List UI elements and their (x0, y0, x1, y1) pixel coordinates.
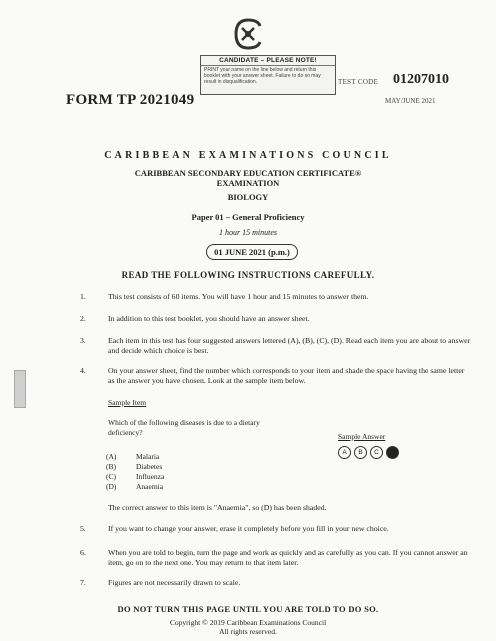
notice-body: PRINT your name on the line below and return this booklet with your answer sheet. Failure to do so may result in disqualification. (204, 67, 321, 85)
certificate-line-1: CARIBBEAN SECONDARY EDUCATION CERTIFICATE® (134, 168, 362, 178)
candidate-notice-box (200, 55, 336, 95)
notice-title: CANDIDATE – PLEASE NOTE! (201, 56, 335, 66)
paper-title: Paper 01 – General Proficiency (191, 212, 305, 222)
answer-bubble-b: B (354, 446, 367, 459)
subject-title: BIOLOGY (227, 192, 269, 202)
test-code: 01207010 (393, 72, 449, 87)
do-not-turn-warning: DO NOT TURN THIS PAGE UNTIL YOU ARE TOLD TO DO SO. (117, 604, 379, 614)
exam-duration: 1 hour 15 minutes (219, 228, 277, 237)
answer-bubble-d-shaded: D (386, 446, 399, 459)
cxc-logo-icon (228, 14, 268, 54)
exam-date: 01 JUNE 2021 (p.m.) (206, 244, 298, 260)
copyright-line-2: All rights reserved. (219, 627, 277, 636)
sample-answer-label: Sample Answer (338, 432, 386, 441)
council-name: CARIBBEAN EXAMINATIONS COUNCIL (104, 150, 392, 161)
copyright-line-1: Copyright © 2019 Caribbean Examinations Council (169, 618, 327, 627)
sample-item-label: Sample Item (108, 398, 147, 407)
exam-session: MAY/JUNE 2021 (385, 97, 436, 105)
instructions-heading: READ THE FOLLOWING INSTRUCTIONS CAREFULLY. (121, 270, 375, 280)
sample-explanation: The correct answer to this item is "Anaemia", so (D) has been shaded. (108, 503, 327, 512)
certificate-line-2: EXAMINATION (216, 178, 280, 188)
binding-tab (14, 370, 26, 408)
copyright-notice (0, 618, 496, 636)
answer-bubble-a: A (338, 446, 351, 459)
answer-bubble-c: C (370, 446, 383, 459)
certificate-title (0, 168, 496, 188)
sample-question: Which of the following diseases is due to a dietary deficiency? (108, 418, 260, 437)
test-code-label: TEST CODE (338, 78, 379, 86)
form-number: FORM TP 2021049 (66, 92, 195, 108)
